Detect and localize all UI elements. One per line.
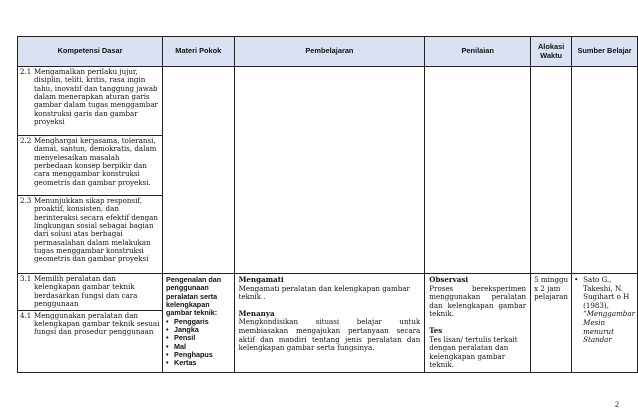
header-penilaian: Penilaian bbox=[425, 37, 531, 67]
kd-number: 2.2 bbox=[20, 136, 32, 145]
header-materi: Materi Pokok bbox=[163, 37, 235, 67]
kd-number: 4.1 bbox=[20, 310, 32, 320]
kd-cell bbox=[18, 310, 163, 372]
penilaian-heading: Observasi bbox=[429, 275, 469, 284]
materi-list bbox=[166, 318, 231, 368]
kd-text: Menggunakan peralatan dan kelengkapan gambar teknik sesuai fungsi dan prosedur penggunaan bbox=[34, 310, 160, 337]
header-kompetensi: Kompetensi Dasar bbox=[18, 37, 163, 67]
penilaian-heading: Tes bbox=[429, 325, 443, 335]
empty-cell bbox=[234, 67, 425, 274]
sumber-text: Sato G., Takeshi, N. Sugihart o H (1983), bbox=[583, 275, 630, 310]
alokasi-cell: 5 minggu x 2 jam pelajaran bbox=[531, 274, 572, 373]
kd-number: 2.3 bbox=[20, 196, 32, 205]
penilaian-cell bbox=[425, 274, 531, 373]
kd-text: Menghargai kerjasama, toleransi, damai, santun, demokratis, dalam menyelesaikan masalah perbedaan konsep berpikir dan cara menggambar konstruksi geometris dan gambar proyeksi. bbox=[34, 136, 157, 187]
empty-cell bbox=[425, 67, 531, 274]
penilaian-text: Proses bereksperimen menggunakan peralatan dan kelengkapan gambar teknik. bbox=[429, 283, 527, 319]
kd-text: Memilih peralatan dan kelengkapan gambar teknik berdasarkan fungsi dan cara penggunaan bbox=[34, 274, 138, 309]
list-item: • Jangka bbox=[174, 326, 231, 334]
pembelajaran-heading: Menanya bbox=[238, 308, 275, 318]
kd-cell bbox=[18, 67, 163, 136]
sumber-title: “Menggambar Mesin menurut Standar bbox=[583, 309, 635, 345]
header-alokasi: Alokasi Waktu bbox=[531, 37, 572, 67]
empty-cell bbox=[163, 67, 235, 274]
list-item: • Penggaris bbox=[174, 318, 231, 326]
pembelajaran-text: Mengamati peralatan dan kelengkapan gambar teknik . bbox=[238, 283, 410, 302]
list-item: • Mal bbox=[174, 343, 231, 351]
kd-cell bbox=[18, 196, 163, 274]
list-item: • Kertas bbox=[174, 359, 231, 367]
kd-cell bbox=[18, 136, 163, 196]
list-item: • Pensil bbox=[174, 334, 231, 342]
list-item: • Penghapus bbox=[174, 351, 231, 359]
kd-text: Mengamalkan perilaku jujur, disiplin, teliti, kritis, rasa ingin tahu, inovatif dan tanggung jawab dalam menerapkan aturan garis gambar dalam tugas menggambar konstruksi garis dan gambar proyeksi bbox=[34, 67, 158, 127]
table-row bbox=[18, 274, 638, 311]
pembelajaran-cell bbox=[234, 274, 425, 373]
header-pembelajaran: Pembelajaran bbox=[234, 37, 425, 67]
pembelajaran-heading: Mengamati bbox=[238, 275, 284, 284]
header-row bbox=[18, 37, 638, 67]
header-sumber: Sumber Belajar bbox=[572, 37, 638, 67]
kd-number: 3.1 bbox=[20, 274, 32, 283]
page-number: 2 bbox=[615, 400, 619, 409]
sumber-cell bbox=[572, 274, 638, 373]
materi-cell bbox=[163, 274, 235, 373]
syllabus-table bbox=[17, 36, 638, 373]
pembelajaran-text: Mengkondisikan situasi belajar untuk membiasakan mengajukan pertanyaan secara aktif dan mandiri tentang jenis peralatan dan kelengkapan gambar serta fungsinya. bbox=[238, 317, 421, 353]
materi-title: Pengenalan dan penggunaan peralatan serta kelengkapan gambar teknik: bbox=[166, 275, 222, 318]
bullet-icon: • bbox=[574, 275, 579, 284]
penilaian-text: Tes lisan/ tertulis terkait dengan peralatan dan kelengkapan gambar teknik. bbox=[429, 334, 518, 370]
kd-number: 2.1 bbox=[20, 67, 32, 76]
kd-cell bbox=[18, 274, 163, 311]
kd-text: Menunjukkan sikap responsif, proaktif, konsisten, dan berinteraksi secara efektif dengan lingkungan sosial sebagai bagian dari solusi atas berbagai permasalahan dalam melakukan tugas menggambar konstruksi geometris dan gambar proyeksi bbox=[34, 196, 158, 264]
table-row bbox=[18, 67, 638, 136]
empty-cell bbox=[531, 67, 572, 274]
empty-cell bbox=[572, 67, 638, 274]
